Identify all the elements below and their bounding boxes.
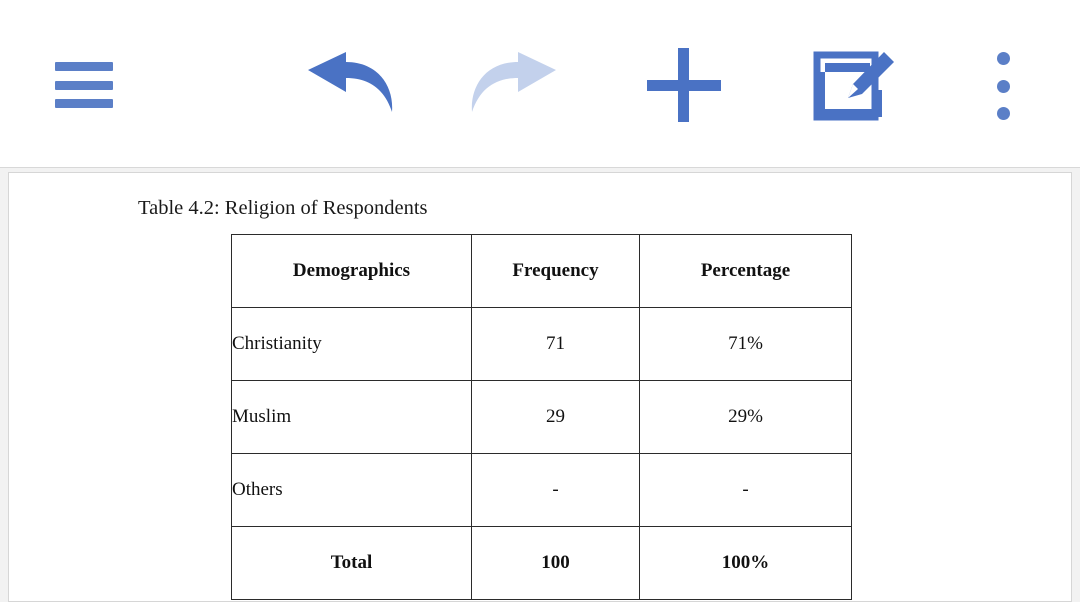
redo-icon[interactable] — [468, 52, 564, 118]
table-header-row — [232, 235, 852, 308]
cell-percentage: - — [640, 454, 852, 527]
table-caption: Table 4.2: Religion of Respondents — [138, 197, 428, 219]
document-page[interactable] — [8, 172, 1072, 602]
cell-frequency: 29 — [472, 381, 640, 454]
cell-percentage: 29% — [640, 381, 852, 454]
table-header-demographics: Demographics — [232, 235, 472, 308]
table-header-percentage: Percentage — [640, 235, 852, 308]
cell-total-percentage: 100% — [640, 527, 852, 600]
table-row[interactable] — [232, 381, 852, 454]
cell-frequency: - — [472, 454, 640, 527]
top-toolbar — [0, 0, 1080, 168]
menu-icon[interactable] — [54, 62, 114, 108]
edit-icon[interactable] — [812, 50, 898, 122]
cell-frequency: 71 — [472, 308, 640, 381]
cell-total-frequency: 100 — [472, 527, 640, 600]
more-dot — [997, 52, 1010, 65]
cell-demographics: Christianity — [232, 308, 472, 381]
undo-arrow-svg — [300, 52, 396, 118]
cell-demographics: Muslim — [232, 381, 472, 454]
document-scroll-area[interactable] — [0, 168, 1080, 602]
add-icon[interactable] — [640, 48, 728, 122]
edit-pencil-svg — [812, 50, 898, 122]
table-row[interactable] — [232, 454, 852, 527]
more-dot — [997, 107, 1010, 120]
cell-total-label: Total — [232, 527, 472, 600]
menu-icon-bar — [55, 81, 113, 90]
table-total-row[interactable] — [232, 527, 852, 600]
plus-vertical-bar — [678, 48, 689, 122]
undo-icon[interactable] — [300, 52, 396, 118]
cell-percentage: 71% — [640, 308, 852, 381]
more-dot — [997, 80, 1010, 93]
religion-table[interactable] — [231, 234, 852, 600]
more-options-icon[interactable] — [976, 52, 1030, 120]
table-header-frequency: Frequency — [472, 235, 640, 308]
cell-demographics: Others — [232, 454, 472, 527]
table-row[interactable] — [232, 308, 852, 381]
menu-icon-bar — [55, 99, 113, 108]
menu-icon-bar — [55, 62, 113, 71]
redo-arrow-svg — [468, 52, 564, 118]
